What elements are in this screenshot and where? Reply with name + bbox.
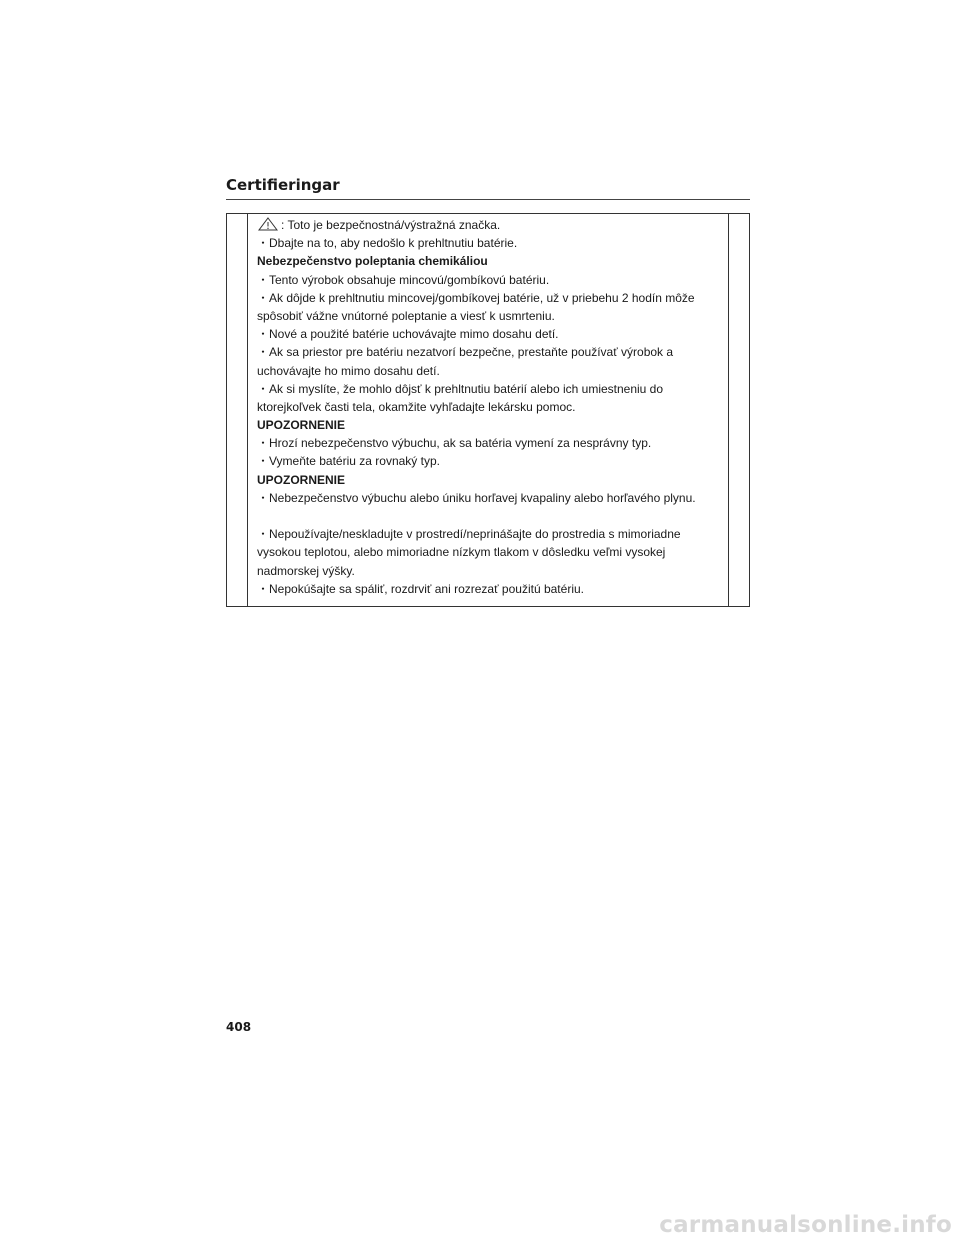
- blank-line: [257, 507, 727, 525]
- text-line: [257, 452, 727, 470]
- line-text: ・Nebezpečenstvo výbuchu alebo úniku horľavej kvapaliny alebo horľavého plynu.: [257, 490, 696, 505]
- text-line: [257, 580, 727, 598]
- text-line: [257, 325, 727, 343]
- line-text: : Toto je bezpečnostná/výstražná značka.: [281, 218, 501, 232]
- line-text: uchovávajte ho mimo dosahu detí.: [257, 363, 440, 378]
- text-line: [257, 525, 727, 543]
- text-line: [257, 398, 727, 416]
- text-line: [257, 380, 727, 398]
- line-text: ・Nepoužívajte/neskladujte v prostredí/neprinášajte do prostredia s mimoriadne: [257, 527, 681, 542]
- line-text: nadmorskej výšky.: [257, 563, 355, 578]
- line-text: ・Tento výrobok obsahuje mincovú/gombíkovú batériu.: [257, 272, 550, 287]
- title-rule: [226, 199, 750, 200]
- section-heading: [257, 416, 727, 434]
- text-line: [257, 234, 727, 252]
- text-line: [257, 562, 727, 580]
- line-text: ・Dbajte na to, aby nedošlo k prehltnutiu batérie.: [257, 236, 518, 251]
- line-text: ・Nepokúšajte sa spáliť, rozdrviť ani rozrezať použitú batériu.: [257, 581, 584, 596]
- section-heading: [257, 471, 727, 489]
- line-text: ・Hrozí nebezpečenstvo výbuchu, ak sa batéria vymení za nesprávny typ.: [257, 436, 652, 451]
- text-line: [257, 216, 727, 234]
- line-text: ・Ak si myslíte, že mohlo dôjsť k prehltnutiu batérií alebo ich umiestneniu do: [257, 381, 664, 396]
- section-heading: [257, 252, 727, 270]
- line-text: ktorejkoľvek časti tela, okamžite vyhľadajte lekársku pomoc.: [257, 399, 576, 414]
- line-text: ・Vymeňte batériu za rovnaký typ.: [257, 454, 440, 469]
- text-line: [257, 362, 727, 380]
- text-line: [257, 289, 727, 307]
- line-text: UPOZORNENIE: [257, 418, 346, 433]
- page-number: 408: [226, 1020, 252, 1034]
- battery-safety-text: [257, 216, 727, 598]
- section-title: Certifieringar: [226, 176, 340, 194]
- line-text: ・Ak sa priestor pre batériu nezatvorí bezpečne, prestaňte používať výrobok a: [257, 345, 674, 360]
- text-line: [257, 489, 727, 507]
- table-right-column-divider: [728, 214, 729, 606]
- text-line: [257, 434, 727, 452]
- text-line: [257, 271, 727, 289]
- line-text: Nebezpečenstvo poleptania chemikáliou: [257, 254, 488, 269]
- watermark: carmanualsonline.info: [659, 1212, 952, 1238]
- text-line: [257, 343, 727, 361]
- warning-triangle-icon: [257, 217, 279, 231]
- table-left-column-divider: [247, 214, 248, 606]
- text-line: [257, 307, 727, 325]
- line-text: UPOZORNENIE: [257, 472, 346, 487]
- line-text: ・Ak dôjde k prehltnutiu mincovej/gombíkovej batérie, už v priebehu 2 hodín môže: [257, 290, 695, 305]
- line-text: spôsobiť vážne vnútorné poleptanie a viesť k usmrteniu.: [257, 308, 555, 323]
- line-text: vysokou teplotou, alebo mimoriadne nízkym tlakom v dôsledku veľmi vysokej: [257, 545, 666, 560]
- text-line: [257, 543, 727, 561]
- line-text: ・Nové a použité batérie uchovávajte mimo dosahu detí.: [257, 327, 559, 342]
